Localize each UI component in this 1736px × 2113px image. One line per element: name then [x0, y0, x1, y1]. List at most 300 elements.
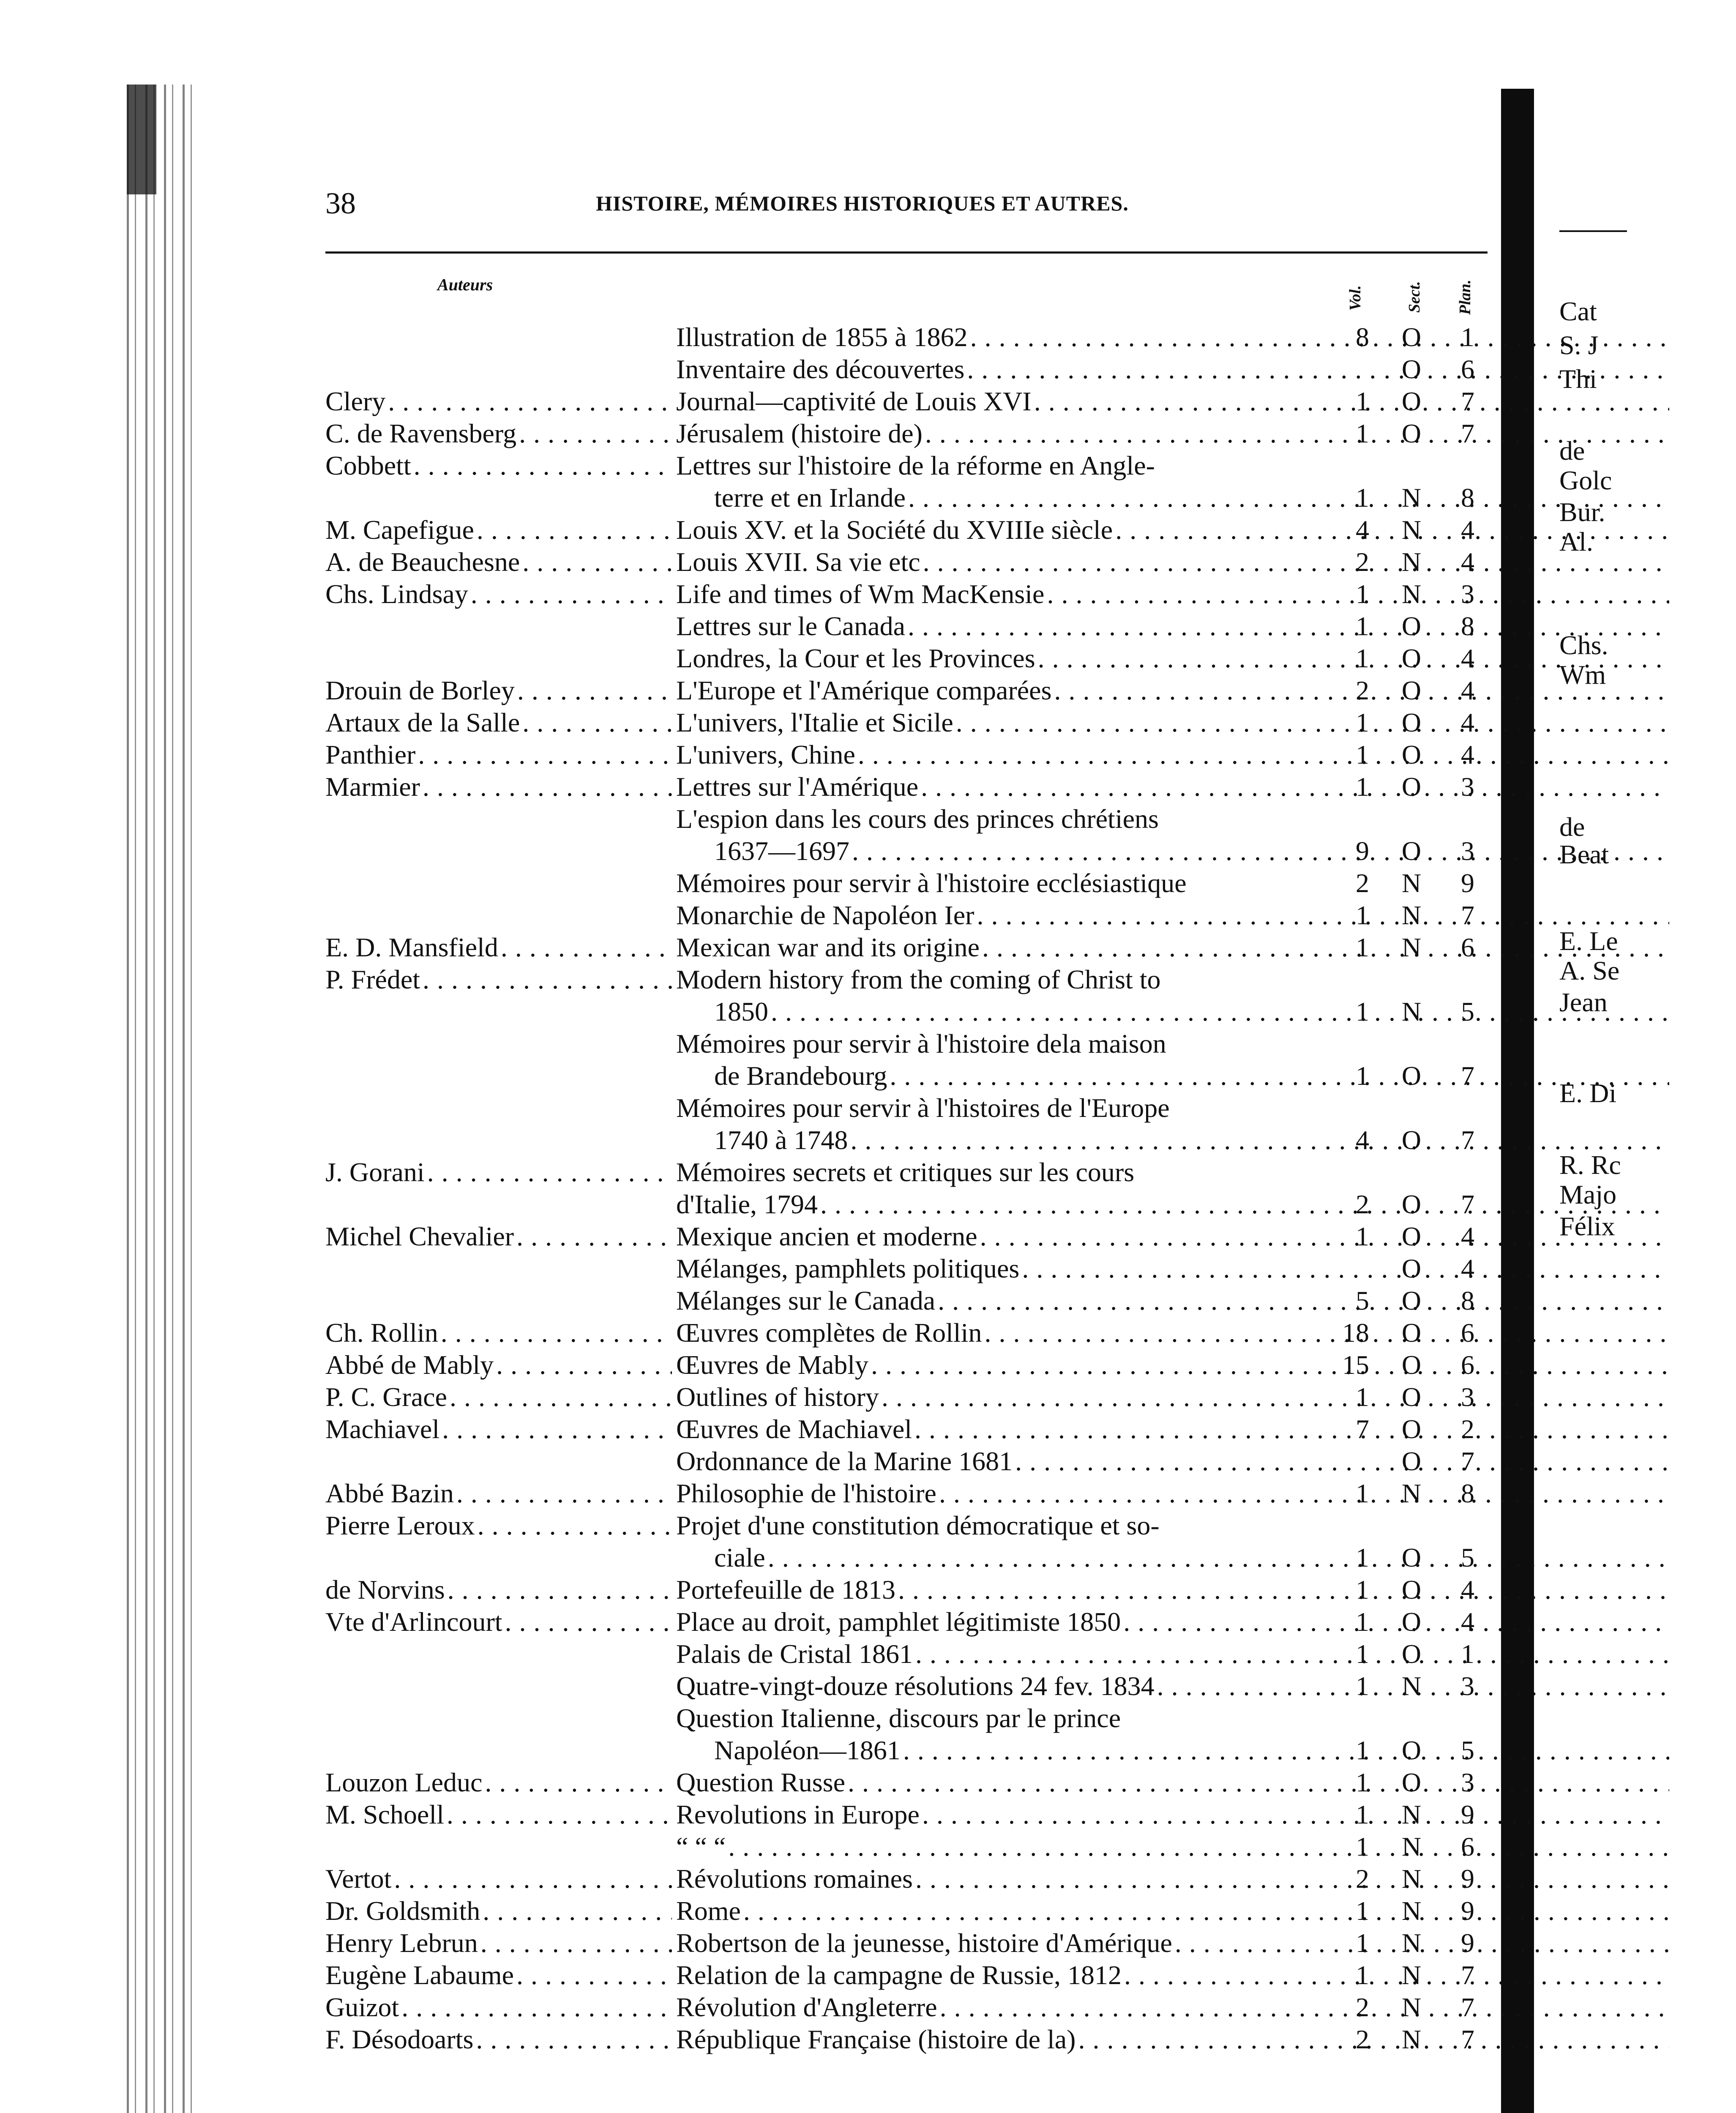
- author-cell: Chs. Lindsay . . .: [325, 578, 672, 610]
- vol-cell: 1: [1356, 1639, 1369, 1669]
- title-cell: de Brandebourg . . .: [714, 1060, 1669, 1092]
- running-title: HISTOIRE, MÉMOIRES HISTORIQUES ET AUTRES.: [596, 191, 1129, 215]
- sect-cell: O: [1401, 772, 1422, 802]
- table-row: [325, 1959, 1509, 1991]
- table-row: [325, 1831, 1509, 1863]
- table-row: [325, 771, 1509, 803]
- plan-cell: 9: [1461, 1928, 1474, 1958]
- table-row: [325, 803, 1509, 835]
- table-row: [325, 353, 1509, 385]
- plan-cell: 7: [1461, 1992, 1474, 2022]
- title-cell: Portefeuille de 1813 . . .: [676, 1574, 1669, 1606]
- table-row: [325, 1285, 1509, 1317]
- author-cell: Abbé de Mably . . .: [325, 1349, 672, 1381]
- table-row: [325, 514, 1509, 546]
- vol-cell: 1: [1356, 1767, 1369, 1797]
- margin-fragment: Thi: [1559, 364, 1597, 394]
- sect-cell: O: [1401, 322, 1422, 352]
- vol-cell: 2: [1356, 1992, 1369, 2022]
- title-cell: Jérusalem (histoire de) . . .: [676, 418, 1669, 450]
- sect-cell: O: [1401, 418, 1422, 448]
- sect-cell: O: [1401, 1542, 1422, 1572]
- author-cell: Eugène Labaume . . .: [325, 1959, 672, 1991]
- table-row: [325, 899, 1509, 931]
- sect-cell: O: [1401, 1735, 1422, 1765]
- sect-cell: N: [1401, 1832, 1422, 1862]
- table-row: [325, 642, 1509, 674]
- table-row: [325, 1702, 1509, 1734]
- author-cell: Louzon Leduc . . .: [325, 1766, 672, 1799]
- title-cell: Mélanges, pamphlets politiques . . .: [676, 1253, 1669, 1285]
- sect-cell: O: [1401, 1414, 1422, 1444]
- title-cell: Mémoires secrets et critiques sur les cours: [676, 1157, 1135, 1187]
- column-header-vol: Vol.: [1346, 285, 1364, 311]
- author-cell: M. Capefigue . . .: [325, 514, 672, 546]
- table-row: [325, 1413, 1509, 1445]
- title-cell: Œuvres de Machiavel . . .: [676, 1413, 1669, 1445]
- title-cell: 1637—1697 . . .: [714, 835, 1669, 867]
- margin-fragment: A. Se: [1559, 955, 1620, 986]
- table-row: [325, 1028, 1509, 1060]
- author-cell: C. de Ravensberg . . .: [325, 418, 672, 450]
- sect-cell: O: [1401, 386, 1422, 416]
- vol-cell: 8: [1356, 322, 1369, 352]
- vol-cell: 1: [1356, 772, 1369, 802]
- sect-cell: O: [1401, 675, 1422, 705]
- title-cell: Philosophie de l'histoire . . .: [676, 1477, 1669, 1510]
- plan-cell: 8: [1461, 611, 1474, 641]
- plan-cell: 4: [1461, 547, 1474, 577]
- plan-cell: 7: [1461, 418, 1474, 448]
- table-row: [325, 2023, 1509, 2056]
- title-cell: Place au droit, pamphlet légitimiste 1850 . . .: [676, 1606, 1669, 1638]
- plan-cell: 6: [1461, 1832, 1474, 1862]
- title-cell: 1850 . . .: [714, 996, 1669, 1028]
- plan-cell: 7: [1461, 900, 1474, 930]
- plan-cell: 3: [1461, 836, 1474, 866]
- plan-cell: 3: [1461, 1382, 1474, 1412]
- sect-cell: N: [1401, 2024, 1422, 2054]
- author-cell: de Norvins . . .: [325, 1574, 672, 1606]
- author-cell: Vertot . . .: [325, 1863, 672, 1895]
- vol-cell: 15: [1342, 1350, 1369, 1380]
- margin-fragment: Bur.: [1559, 497, 1605, 527]
- author-cell: Vte d'Arlincourt . . .: [325, 1606, 672, 1638]
- title-cell: terre et en Irlande . . .: [714, 482, 1669, 514]
- margin-fragment: Wm: [1559, 660, 1606, 690]
- author-cell: Cobbett . . .: [325, 450, 672, 482]
- margin-fragment: Jean: [1559, 987, 1608, 1017]
- vol-cell: 1: [1356, 483, 1369, 513]
- margin-fragment: Golc: [1559, 465, 1612, 495]
- table-row: [325, 1606, 1509, 1638]
- title-cell: Inventaire des découvertes . . .: [676, 353, 1669, 385]
- sect-cell: O: [1401, 1382, 1422, 1412]
- table-row: [325, 1253, 1509, 1285]
- table-row: [325, 482, 1509, 514]
- table-row: [325, 578, 1509, 610]
- plan-cell: 4: [1461, 675, 1474, 705]
- title-cell: L'espion dans les cours des princes chrétiens: [676, 804, 1159, 834]
- vol-cell: 1: [1356, 740, 1369, 770]
- title-cell: République Française (histoire de la) . . .: [676, 2023, 1669, 2056]
- table-row: [325, 1927, 1509, 1959]
- sect-cell: N: [1401, 1992, 1422, 2022]
- table-row: [325, 1477, 1509, 1510]
- plan-cell: 4: [1461, 1253, 1474, 1283]
- margin-fragment: de: [1559, 436, 1585, 466]
- author-cell: Pierre Leroux . . .: [325, 1510, 672, 1542]
- table-row: [325, 1060, 1509, 1092]
- table-row: [325, 931, 1509, 964]
- title-cell: Londres, la Cour et les Provinces . . .: [676, 642, 1669, 674]
- margin-fragment: Beat: [1559, 839, 1609, 869]
- title-cell: Revolutions in Europe . . .: [676, 1799, 1669, 1831]
- vol-cell: 1: [1356, 1735, 1369, 1765]
- plan-cell: 3: [1461, 579, 1474, 609]
- vol-cell: 1: [1356, 1960, 1369, 1990]
- sect-cell: O: [1401, 1575, 1422, 1605]
- table-row: [325, 450, 1509, 482]
- vol-cell: 1: [1356, 996, 1369, 1026]
- vol-cell: 1: [1356, 386, 1369, 416]
- sect-cell: N: [1401, 515, 1422, 545]
- sect-cell: N: [1401, 1864, 1422, 1894]
- table-row: [325, 385, 1509, 418]
- plan-cell: 9: [1461, 1799, 1474, 1829]
- sect-cell: N: [1401, 1799, 1422, 1829]
- plan-cell: 6: [1461, 932, 1474, 962]
- margin-fragment: Chs.: [1559, 630, 1608, 660]
- author-cell: Clery . . .: [325, 385, 672, 418]
- plan-cell: 6: [1461, 1318, 1474, 1348]
- title-cell: Mélanges sur le Canada . . .: [676, 1285, 1669, 1317]
- vol-cell: 2: [1356, 675, 1369, 705]
- title-cell: Lettres sur l'Amérique . . .: [676, 771, 1669, 803]
- table-row: [325, 1445, 1509, 1477]
- margin-fragment: Majo: [1559, 1179, 1617, 1209]
- title-cell: Rome . . .: [676, 1895, 1669, 1927]
- table-row: [325, 867, 1509, 899]
- author-cell: Dr. Goldsmith . . .: [325, 1895, 672, 1927]
- table-row: [325, 1349, 1509, 1381]
- sect-cell: O: [1401, 707, 1422, 737]
- table-row: [325, 1638, 1509, 1670]
- plan-cell: 9: [1461, 1896, 1474, 1926]
- vol-cell: 1: [1356, 1221, 1369, 1251]
- sect-cell: N: [1401, 547, 1422, 577]
- sect-cell: N: [1401, 1896, 1422, 1926]
- author-cell: Panthier . . .: [325, 739, 672, 771]
- sect-cell: N: [1401, 483, 1422, 513]
- author-cell: Marmier . . .: [325, 771, 672, 803]
- table-row: [325, 1574, 1509, 1606]
- title-cell: Louis XVII. Sa vie etc . . .: [676, 546, 1669, 578]
- plan-cell: 4: [1461, 1575, 1474, 1605]
- plan-cell: 8: [1461, 1478, 1474, 1508]
- table-row: [325, 1124, 1509, 1156]
- sect-cell: O: [1401, 643, 1422, 673]
- plan-cell: 7: [1461, 386, 1474, 416]
- sect-cell: O: [1401, 1286, 1422, 1316]
- title-cell: Lettres sur le Canada . . .: [676, 610, 1669, 642]
- title-cell: Illustration de 1855 à 1862 . . .: [676, 321, 1669, 353]
- table-row: [325, 707, 1509, 739]
- page-number: 38: [325, 186, 356, 220]
- plan-cell: 4: [1461, 1607, 1474, 1637]
- table-row: [325, 1220, 1509, 1253]
- plan-cell: 3: [1461, 772, 1474, 802]
- vol-cell: 1: [1356, 1928, 1369, 1958]
- next-page-rule: [1559, 230, 1627, 232]
- table-row: [325, 1188, 1509, 1220]
- title-cell: Révolution d'Angleterre . . .: [676, 1991, 1669, 2023]
- title-cell: L'univers, Chine . . .: [676, 739, 1669, 771]
- plan-cell: 4: [1461, 740, 1474, 770]
- vol-cell: 2: [1356, 2024, 1369, 2054]
- title-cell: Quatre-vingt-douze résolutions 24 fev. 1834 . . .: [676, 1670, 1669, 1702]
- vol-cell: 1: [1356, 643, 1369, 673]
- author-cell: Machiavel . . .: [325, 1413, 672, 1445]
- vol-cell: 9: [1356, 836, 1369, 866]
- title-cell: ciale . . .: [714, 1542, 1669, 1574]
- table-row: [325, 1510, 1509, 1542]
- author-cell: M. Schoell . . .: [325, 1799, 672, 1831]
- table-row: [325, 1381, 1509, 1413]
- column-header-authors: Auteurs: [437, 275, 493, 294]
- title-cell: Mexique ancien et moderne . . .: [676, 1220, 1669, 1253]
- vol-cell: 2: [1356, 1864, 1369, 1894]
- title-cell: Life and times of Wm MacKensie . . .: [676, 578, 1669, 610]
- sect-cell: N: [1401, 996, 1422, 1026]
- vol-cell: 1: [1356, 1799, 1369, 1829]
- margin-fragment: Al.: [1559, 527, 1593, 557]
- sect-cell: N: [1401, 1478, 1422, 1508]
- author-cell: Guizot . . .: [325, 1991, 672, 2023]
- plan-cell: 4: [1461, 515, 1474, 545]
- vol-cell: 1: [1356, 1671, 1369, 1701]
- title-cell: 1740 à 1748 . . .: [714, 1124, 1669, 1156]
- sect-cell: O: [1401, 1189, 1422, 1219]
- table-row: [325, 1670, 1509, 1702]
- vol-cell: 1: [1356, 418, 1369, 448]
- plan-cell: 4: [1461, 643, 1474, 673]
- author-cell: Drouin de Borley . . .: [325, 674, 672, 707]
- catalog-table: [325, 321, 1509, 2056]
- vol-cell: 4: [1356, 515, 1369, 545]
- title-cell: Question Italienne, discours par le prince: [676, 1703, 1121, 1733]
- sect-cell: O: [1401, 1639, 1422, 1669]
- sect-cell: N: [1401, 1928, 1422, 1958]
- table-row: [325, 1092, 1509, 1124]
- title-cell: Modern history from the coming of Christ to: [676, 964, 1161, 994]
- sect-cell: O: [1401, 836, 1422, 866]
- table-row: [325, 1156, 1509, 1188]
- vol-cell: 1: [1356, 579, 1369, 609]
- title-cell: Monarchie de Napoléon Ier . . .: [676, 899, 1669, 931]
- vol-cell: 2: [1356, 1189, 1369, 1219]
- title-cell: “ “ “ . . .: [676, 1831, 1669, 1863]
- title-cell: Lettres sur l'histoire de la réforme en Angle-: [676, 450, 1155, 480]
- title-cell: Question Russe . . .: [676, 1766, 1669, 1799]
- author-cell: F. Désodoarts . . .: [325, 2023, 672, 2056]
- sect-cell: N: [1401, 1671, 1422, 1701]
- title-cell: Robertson de la jeunesse, histoire d'Amérique . . .: [676, 1927, 1669, 1959]
- sect-cell: N: [1401, 932, 1422, 962]
- table-row: [325, 610, 1509, 642]
- vol-cell: 7: [1356, 1414, 1369, 1444]
- title-cell: Relation de la campagne de Russie, 1812 . . .: [676, 1959, 1669, 1991]
- sect-cell: O: [1401, 1125, 1422, 1155]
- margin-fragment: R. Rc: [1559, 1150, 1621, 1180]
- scan-corner-shadow: [127, 85, 156, 194]
- title-cell: Mémoires pour servir à l'histoire ecclésiastique: [676, 868, 1187, 898]
- table-row: [325, 1542, 1509, 1574]
- vol-cell: 1: [1356, 1832, 1369, 1862]
- table-row: [325, 1766, 1509, 1799]
- author-cell: Abbé Bazin . . .: [325, 1477, 672, 1510]
- plan-cell: 6: [1461, 354, 1474, 384]
- vol-cell: 1: [1356, 932, 1369, 962]
- sect-cell: N: [1401, 868, 1422, 898]
- plan-cell: 7: [1461, 1960, 1474, 1990]
- margin-fragment: Félix: [1559, 1211, 1615, 1241]
- author-cell: Ch. Rollin . . .: [325, 1317, 672, 1349]
- title-cell: Louis XV. et la Société du XVIIIe siècle . . .: [676, 514, 1669, 546]
- sect-cell: O: [1401, 611, 1422, 641]
- vol-cell: 18: [1342, 1318, 1369, 1348]
- author-cell: J. Gorani . . .: [325, 1156, 672, 1188]
- plan-cell: 7: [1461, 1189, 1474, 1219]
- plan-cell: 5: [1461, 1542, 1474, 1572]
- plan-cell: 1: [1461, 322, 1474, 352]
- plan-cell: 7: [1461, 2024, 1474, 2054]
- table-row: [325, 996, 1509, 1028]
- plan-cell: 9: [1461, 868, 1474, 898]
- vol-cell: 1: [1356, 1061, 1369, 1091]
- title-cell: Ordonnance de la Marine 1681 . . .: [676, 1445, 1669, 1477]
- vol-cell: 1: [1356, 611, 1369, 641]
- plan-cell: 7: [1461, 1061, 1474, 1091]
- vol-cell: 1: [1356, 900, 1369, 930]
- author-cell: Artaux de la Salle . . .: [325, 707, 672, 739]
- table-row: [325, 1734, 1509, 1766]
- header-rule: [325, 251, 1488, 254]
- table-row: [325, 1895, 1509, 1927]
- column-header-sect: Sect.: [1406, 281, 1423, 313]
- plan-cell: 7: [1461, 1125, 1474, 1155]
- margin-fragment: de: [1559, 812, 1585, 842]
- title-cell: L'univers, l'Italie et Sicile . . .: [676, 707, 1669, 739]
- title-cell: Mexican war and its origine . . .: [676, 931, 1669, 964]
- table-row: [325, 674, 1509, 707]
- table-row: [325, 739, 1509, 771]
- author-cell: P. Frédet . . .: [325, 964, 672, 996]
- table-row: [325, 321, 1509, 353]
- title-cell: Mémoires pour servir à l'histoire dela maison: [676, 1029, 1166, 1059]
- plan-cell: 3: [1461, 1671, 1474, 1701]
- vol-cell: 1: [1356, 707, 1369, 737]
- table-row: [325, 546, 1509, 578]
- margin-fragment: S. J: [1559, 330, 1599, 360]
- plan-cell: 3: [1461, 1767, 1474, 1797]
- sect-cell: N: [1401, 1960, 1422, 1990]
- vol-cell: 5: [1356, 1286, 1369, 1316]
- author-cell: E. D. Mansfield . . .: [325, 931, 672, 964]
- vol-cell: 4: [1356, 1125, 1369, 1155]
- title-cell: Projet d'une constitution démocratique et so-: [676, 1510, 1160, 1540]
- title-cell: Mémoires pour servir à l'histoires de l'Europe: [676, 1093, 1170, 1123]
- sect-cell: O: [1401, 740, 1422, 770]
- page-header: [325, 182, 1509, 228]
- column-header-plan: Plan.: [1456, 279, 1474, 315]
- title-cell: Œuvres complètes de Rollin . . .: [676, 1317, 1669, 1349]
- plan-cell: 1: [1461, 1639, 1474, 1669]
- plan-cell: 9: [1461, 1864, 1474, 1894]
- margin-fragment: Cat: [1559, 296, 1597, 326]
- scan-binding-edge: [127, 85, 194, 2113]
- vol-cell: 1: [1356, 1542, 1369, 1572]
- author-cell: P. C. Grace . . .: [325, 1381, 672, 1413]
- table-row: [325, 1799, 1509, 1831]
- sect-cell: O: [1401, 1607, 1422, 1637]
- table-row: [325, 1317, 1509, 1349]
- plan-cell: 5: [1461, 1735, 1474, 1765]
- vol-cell: 2: [1356, 868, 1369, 898]
- plan-cell: 2: [1461, 1414, 1474, 1444]
- title-cell: Outlines of history . . .: [676, 1381, 1669, 1413]
- sect-cell: O: [1401, 1221, 1422, 1251]
- vol-cell: 1: [1356, 1478, 1369, 1508]
- vol-cell: 1: [1356, 1575, 1369, 1605]
- vol-cell: 2: [1356, 547, 1369, 577]
- vol-cell: 1: [1356, 1607, 1369, 1637]
- sect-cell: N: [1401, 900, 1422, 930]
- margin-fragment: E. Le: [1559, 926, 1618, 956]
- plan-cell: 4: [1461, 707, 1474, 737]
- sect-cell: O: [1401, 1767, 1422, 1797]
- sect-cell: O: [1401, 1061, 1422, 1091]
- plan-cell: 5: [1461, 996, 1474, 1026]
- author-cell: A. de Beauchesne . . .: [325, 546, 672, 578]
- title-cell: L'Europe et l'Amérique comparées . . .: [676, 674, 1669, 707]
- sect-cell: O: [1401, 1350, 1422, 1380]
- author-cell: Henry Lebrun . . .: [325, 1927, 672, 1959]
- title-cell: Œuvres de Mably . . .: [676, 1349, 1669, 1381]
- table-row: [325, 418, 1509, 450]
- title-cell: Révolutions romaines . . .: [676, 1863, 1669, 1895]
- title-cell: Napoléon—1861 . . .: [714, 1734, 1669, 1766]
- title-cell: Journal—captivité de Louis XVI . . .: [676, 385, 1669, 418]
- sect-cell: O: [1401, 354, 1422, 384]
- title-cell: d'Italie, 1794 . . .: [676, 1188, 1669, 1220]
- vol-cell: 1: [1356, 1382, 1369, 1412]
- plan-cell: 6: [1461, 1350, 1474, 1380]
- sect-cell: O: [1401, 1446, 1422, 1476]
- plan-cell: 4: [1461, 1221, 1474, 1251]
- author-cell: Michel Chevalier . . .: [325, 1220, 672, 1253]
- title-cell: Palais de Cristal 1861 . . .: [676, 1638, 1669, 1670]
- margin-fragment: E. Di: [1559, 1078, 1617, 1108]
- table-row: [325, 1863, 1509, 1895]
- table-row: [325, 835, 1509, 867]
- sect-cell: O: [1401, 1318, 1422, 1348]
- vol-cell: 1: [1356, 1896, 1369, 1926]
- sect-cell: N: [1401, 579, 1422, 609]
- plan-cell: 8: [1461, 1286, 1474, 1316]
- table-row: [325, 1991, 1509, 2023]
- table-row: [325, 964, 1509, 996]
